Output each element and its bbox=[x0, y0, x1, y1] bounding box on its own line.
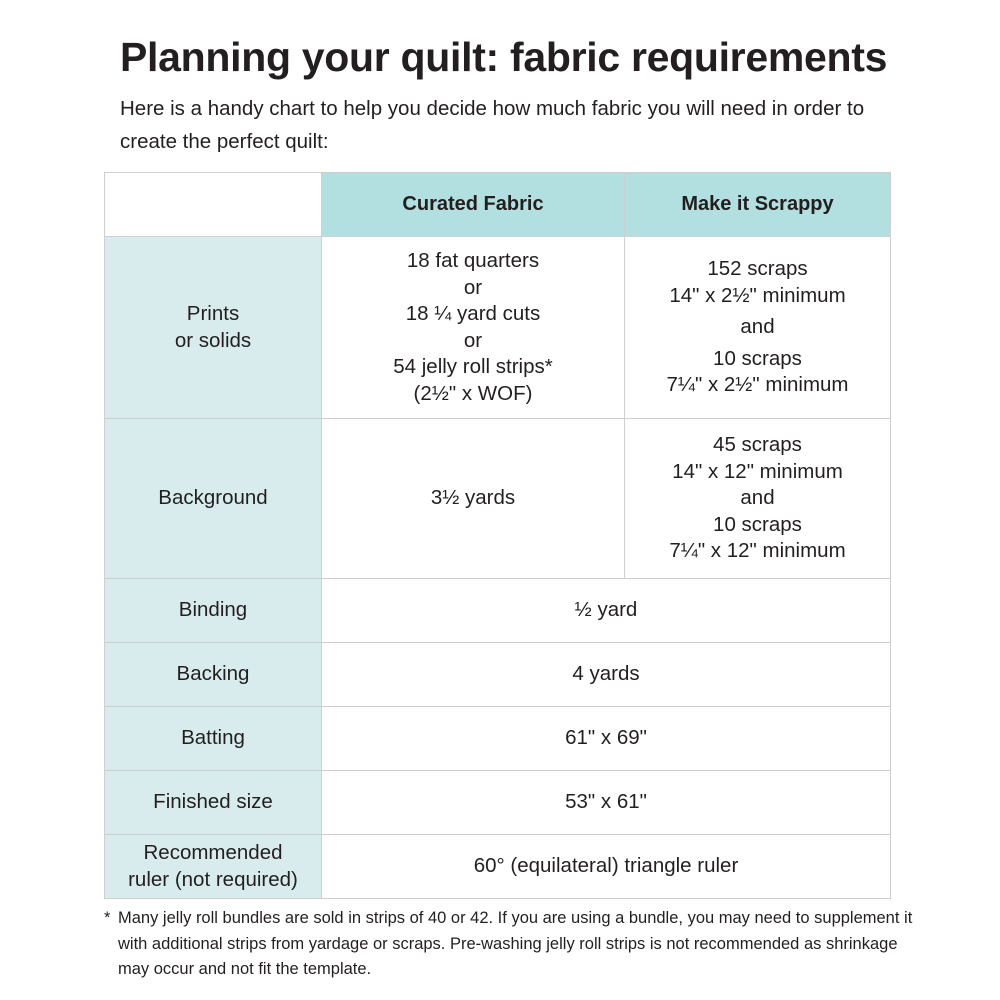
cell-line: 18 ¼ yard cuts bbox=[405, 302, 541, 325]
curated-cell bbox=[322, 237, 625, 419]
table-row bbox=[105, 579, 891, 643]
header-row bbox=[105, 173, 891, 237]
row-header: Prints or solids bbox=[105, 237, 322, 419]
table-row bbox=[105, 835, 891, 899]
scrappy-cell bbox=[625, 237, 891, 419]
cell-line: 45 scraps bbox=[713, 433, 802, 457]
footnote bbox=[104, 906, 924, 983]
cell-line: 10 scraps bbox=[713, 512, 802, 536]
fabric-requirements-table bbox=[104, 172, 891, 899]
value-cell: 61" x 69" bbox=[322, 707, 891, 771]
page-title: Planning your quilt: fabric requirements bbox=[120, 34, 888, 80]
corner-cell bbox=[105, 173, 322, 237]
row-header: Binding bbox=[105, 579, 322, 643]
value-cell: 60° (equilateral) triangle ruler bbox=[322, 835, 891, 899]
cell-line: 7¼" x 2½" minimum bbox=[666, 373, 849, 397]
cell-line: 14" x 2½" minimum bbox=[669, 283, 846, 307]
table-row bbox=[105, 643, 891, 707]
table-row bbox=[105, 771, 891, 835]
cell-line: 10 scraps bbox=[713, 346, 802, 370]
value-cell: 4 yards bbox=[322, 643, 891, 707]
cell-line: 14" x 12" minimum bbox=[672, 459, 843, 483]
footnote-text: Many jelly roll bundles are sold in strips of 40 or 42. If you are using a bundle, you may need to supplement it with additional strips from yardage or scraps. Pre-washing jelly roll strips is not recommended as shrinkage may occur and not fit the template. bbox=[118, 909, 913, 978]
table-row bbox=[105, 419, 891, 579]
row-header: Recommended ruler (not required) bbox=[105, 835, 322, 899]
value-cell: 53" x 61" bbox=[322, 771, 891, 835]
cell-line: 3½ yards bbox=[430, 486, 516, 510]
row-header: Background bbox=[105, 419, 322, 579]
cell-line: or bbox=[463, 275, 483, 299]
cell-line: 7¼" x 12" minimum bbox=[669, 539, 846, 563]
table-row bbox=[105, 237, 891, 419]
column-header-curated: Curated Fabric bbox=[322, 173, 625, 237]
row-header: Backing bbox=[105, 643, 322, 707]
cell-line: (2½" x WOF) bbox=[413, 381, 533, 405]
cell-line: 152 scraps bbox=[707, 257, 808, 281]
cell-line: and bbox=[740, 486, 775, 510]
scrappy-cell bbox=[625, 419, 891, 579]
cell-line: and bbox=[740, 315, 775, 339]
footnote-marker: * bbox=[104, 909, 111, 927]
value-cell: ½ yard bbox=[322, 579, 891, 643]
cell-line: 18 fat quarters bbox=[406, 249, 540, 272]
curated-cell bbox=[322, 419, 625, 579]
row-header: Finished size bbox=[105, 771, 322, 835]
cell-line: or bbox=[463, 328, 483, 352]
intro-text: Here is a handy chart to help you decide how much fabric you will need in order to create the perfect quilt: bbox=[120, 97, 865, 153]
table-row bbox=[105, 707, 891, 771]
row-header: Batting bbox=[105, 707, 322, 771]
column-header-scrappy: Make it Scrappy bbox=[625, 173, 891, 237]
cell-line: 54 jelly roll strips* bbox=[393, 355, 553, 378]
